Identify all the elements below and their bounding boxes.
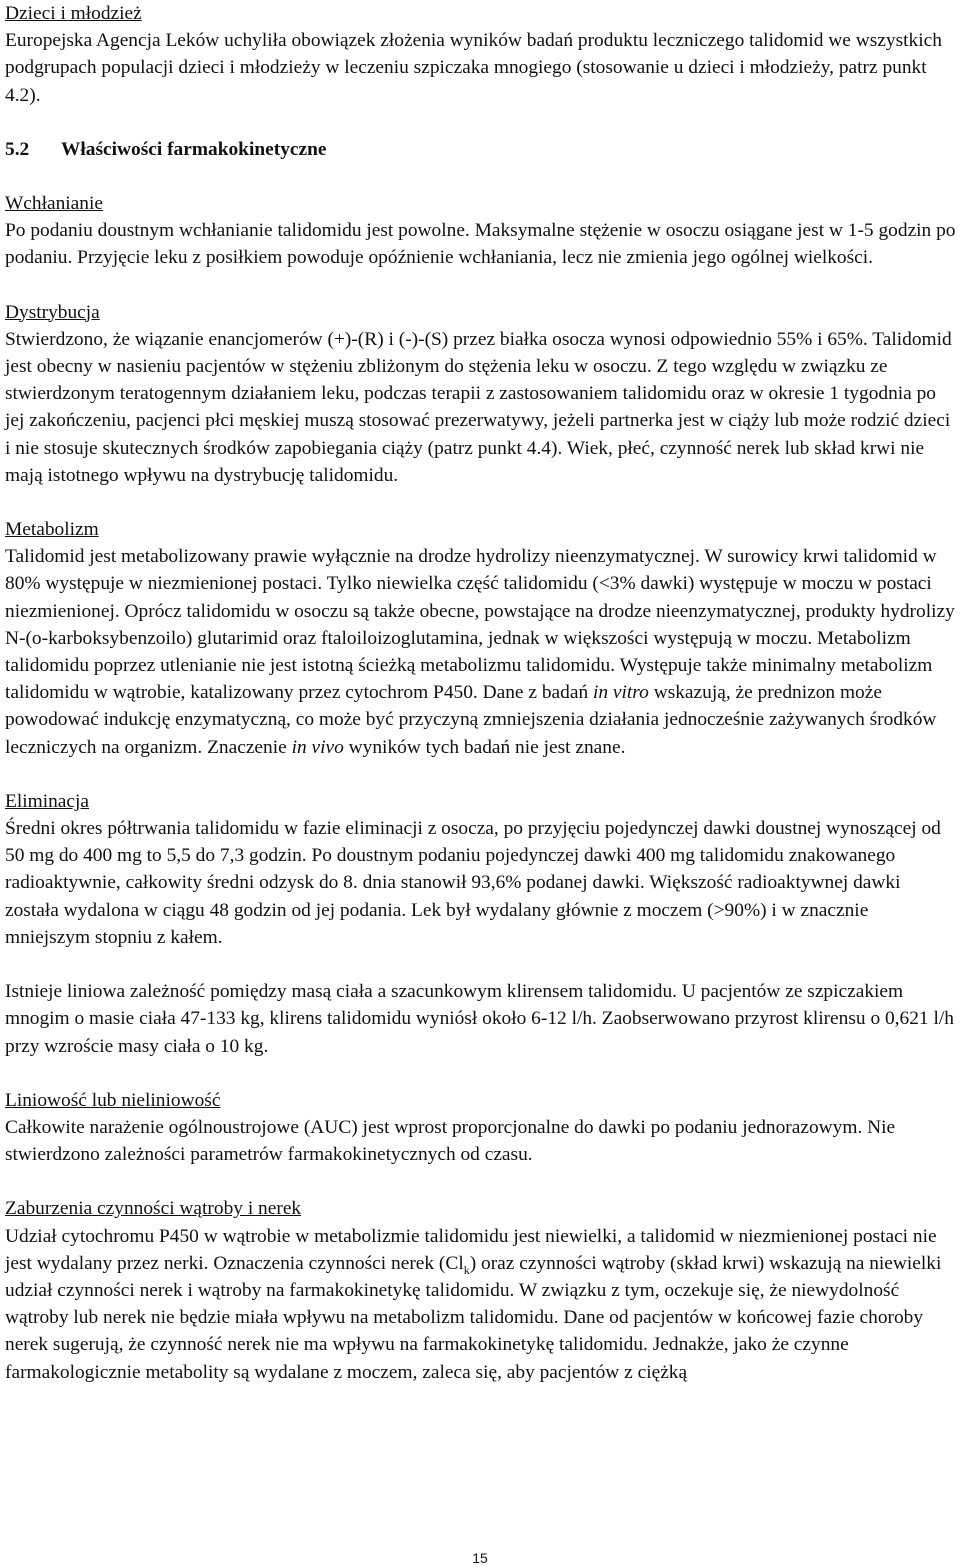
section-heading <box>5 136 957 163</box>
metabolism-text <box>5 543 957 761</box>
metabolism-italic-in-vivo: in vivo <box>291 736 344 758</box>
impairment-heading: Zaburzenia czynności wątroby i nerek <box>5 1198 302 1220</box>
page-number: 15 <box>472 1550 488 1566</box>
metabolism-text-part-2: wskazują, że prednizon może powodować indukcję enzymatyczną, co może być przyczyną zmniejszenia działania jednocześnie zażywanych środków leczniczych na organizm. Znaczenie <box>5 682 937 758</box>
absorption-text: Po podaniu doustnym wchłanianie talidomidu jest powolne. Maksymalne stężenie w osoczu osiągane jest w 1-5 godzin po podaniu. Przyjęcie leku z posiłkiem powoduje opóźnienie wchłaniania, lecz nie zmienia jego ogólnej wielkości. <box>5 220 956 269</box>
absorption-heading: Wchłanianie <box>5 193 103 215</box>
section-title: Właściwości farmakokinetyczne <box>61 138 327 160</box>
metabolism-heading: Metabolizm <box>5 519 99 541</box>
children-text: Europejska Agencja Leków uchyliła obowiązek złożenia wyników badań produktu leczniczego talidomid we wszystkich podgrupach populacji dzieci i młodzieży w leczeniu szpiczaka mnogiego (stosowanie u dzieci i młodzieży, patrz punkt 4.2). <box>5 30 942 106</box>
metabolism-text-part-1: Talidomid jest metabolizowany prawie wyłącznie na drodze hydrolizy nieenzymatycznej. W surowicy krwi talidomid w 80% występuje w niezmienionej postaci. Tylko niewielka część talidomidu (<3% dawki) występuje w moczu w postaci niezmienionej. Oprócz talidomidu w osoczu są także obecne, powstające na drodze nieenzymatycznej, produkty hydrolizy N-(o-karboksybenzoilo) glutarimid oraz ftaloiloizoglutamina, jednak w większości występują w moczu. Metabolizm talidomidu poprzez utlenianie nie jest istotną ścieżką metabolizmu talidomidu. Występuje także minimalny metabolizm talidomidu w wątrobie, katalizowany przez cytochrom P450. Dane z badań <box>5 546 955 704</box>
impairment-text-part-2: ) oraz czynności wątroby (skład krwi) wskazują na niewielki udział czynności nerek i wątroby na farmakokinetykę talidomidu. W związku z tym, oczekuje się, że niewydolność wątroby lub nerek nie będzie miała wpływu na metabolizm talidomidu. Dane od pacjentów w końcowej fazie choroby nerek sugerują, że czynność nerek nie ma wpływu na farmakokinetykę talidomidu. Jednakże, jako że czynne farmakologicznie metabolity są wydalane z moczem, zaleca się, aby pacjentów z ciężką <box>5 1252 942 1383</box>
section-number: 5.2 <box>5 138 30 160</box>
impairment-subscript: k <box>463 1262 470 1277</box>
linearity-heading: Liniowość lub nieliniowość <box>5 1089 221 1111</box>
linearity-text: Całkowite narażenie ogólnoustrojowe (AUC) jest wprost proporcjonalne do dawki po podaniu jednorazowym. Nie stwierdzono zależności parametrów farmakokinetycznych od czasu. <box>5 1116 896 1166</box>
impairment-text <box>5 1223 957 1386</box>
children-heading: Dzieci i młodzież <box>5 3 142 24</box>
distribution-text: Stwierdzono, że wiązanie enancjomerów (+)-(R) i (-)-(S) przez białka osocza wynosi odpowiednio 55% i 65%. Talidomid jest obecny w nasieniu pacjentów w stężeniu zbliżonym do stężenia leku w osoczu. Z tego względu w związku ze stwierdzonym teratogennym działaniem leku, podczas terapii z zastosowaniem talidomidu oraz w okresie 1 tygodnia po jej zakończeniu, pacjenci płci męskiej muszą stosować prezerwatywy, jeżeli partnerka jest w ciąży lub może rodzić dzieci i nie stosuje skutecznych środków zapobiegania ciąży (patrz punkt 4.4). Wiek, płeć, czynność nerek lub skład krwi nie mają istotnego wpływu na dystrybucję talidomidu. <box>5 328 952 486</box>
metabolism-text-part-3: wyników tych badań nie jest znane. <box>343 736 626 758</box>
distribution-heading: Dystrybucja <box>5 301 100 323</box>
elimination-text-2: Istnieje liniowa zależność pomiędzy masą ciała a szacunkowym klirensem talidomidu. U pacjentów ze szpiczakiem mnogim o masie ciała 47-133 kg, klirens talidomidu wyniósł około 6-12 l/h. Zaobserwowano przyrost klirensu o 0,621 l/h przy wzroście masy ciała o 10 kg. <box>5 981 954 1057</box>
impairment-text-part-1: Udział cytochromu P450 w wątrobie w metabolizmie talidomidu jest niewielki, a talidomid w niezmienionej postaci nie jest wydalany przez nerki. Oznaczenia czynności nerek (Cl <box>5 1225 937 1274</box>
metabolism-italic-in-vitro: in vitro <box>593 682 649 704</box>
elimination-text-1: Średni okres półtrwania talidomidu w fazie eliminacji z osocza, po przyjęciu pojedynczej dawki doustnej wynoszącej od 50 mg do 400 mg to 5,5 do 7,3 godzin. Po doustnym podaniu pojedynczej dawki 400 mg talidomidu znakowanego radioaktywnie, całkowity średni odzysk do 8. dnia stanowił 93,6% podanej dawki. Większość radioaktywnej dawki została wydalona w ciągu 48 godzin od jej podania. Lek był wydalany głównie z moczem (>90%) i w znacznie mniejszym stopniu z kałem. <box>5 818 941 948</box>
document-page <box>5 0 957 1386</box>
elimination-heading: Eliminacja <box>5 790 89 812</box>
